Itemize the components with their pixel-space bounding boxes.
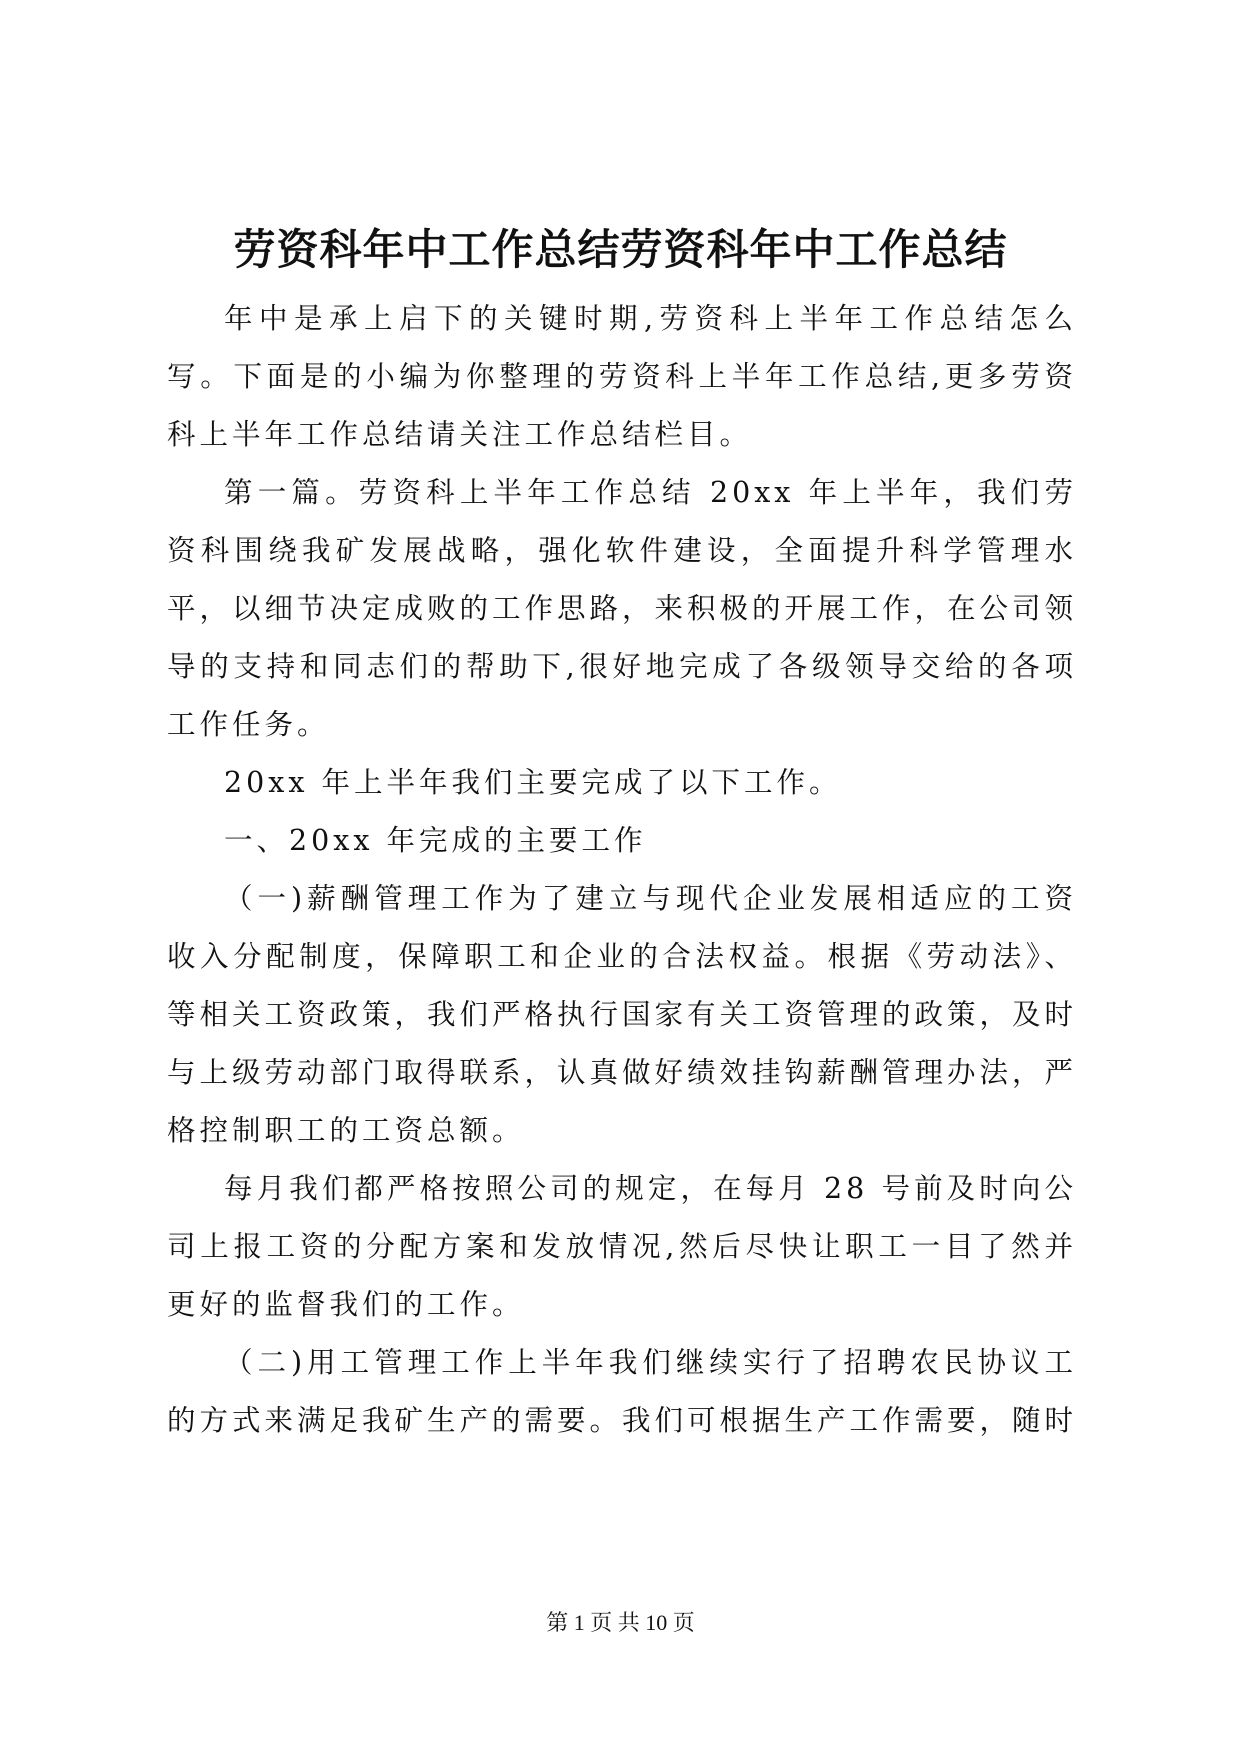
document-title: 劳资科年中工作总结劳资科年中工作总结 xyxy=(233,225,1008,274)
paragraph-work-summary: 20xx 年上半年我们主要完成了以下工作。 xyxy=(224,766,842,799)
paragraph-first-article: 第一篇。劳资科上半年工作总结 20xx 年上半年，我们劳资科围绕我矿发展战略，强化软件建设，全面提升科学管理水平，以细节决定成败的工作思路，来积极的开展工作，在公司领导的支持和同志们的帮助下,很好地完成了各级领导交给的各项工作任务。 xyxy=(167,476,1078,741)
document-body xyxy=(167,290,1077,1450)
paragraph-intro: 年中是承上启下的关键时期,劳资科上半年工作总结怎么写。下面是的小编为你整理的劳资科上半年工作总结,更多劳资科上半年工作总结请关注工作总结栏目。 xyxy=(167,302,1077,451)
paragraph-salary-management: （一)薪酬管理工作为了建立与现代企业发展相适应的工资收入分配制度，保障职工和企业的合法权益。根据《劳动法》、等相关工资政策，我们严格执行国家有关工资管理的政策，及时与上级劳动部门取得联系，认真做好绩效挂钩薪酬管理办法，严格控制职工的工资总额。 xyxy=(167,882,1078,1147)
paragraph-monthly-report: 每月我们都严格按照公司的规定，在每月 28 号前及时向公司上报工资的分配方案和发放情况,然后尽快让职工一目了然并更好的监督我们的工作。 xyxy=(167,1172,1077,1321)
section-heading-main-work: 一、20xx 年完成的主要工作 xyxy=(224,824,647,857)
page-footer: 第 1 页 共 10 页 xyxy=(546,1610,695,1635)
paragraph-employment-management: （二)用工管理工作上半年我们继续实行了招聘农民协议工的方式来满足我矿生产的需要。我们可根据生产工作需要，随时 xyxy=(167,1346,1078,1437)
